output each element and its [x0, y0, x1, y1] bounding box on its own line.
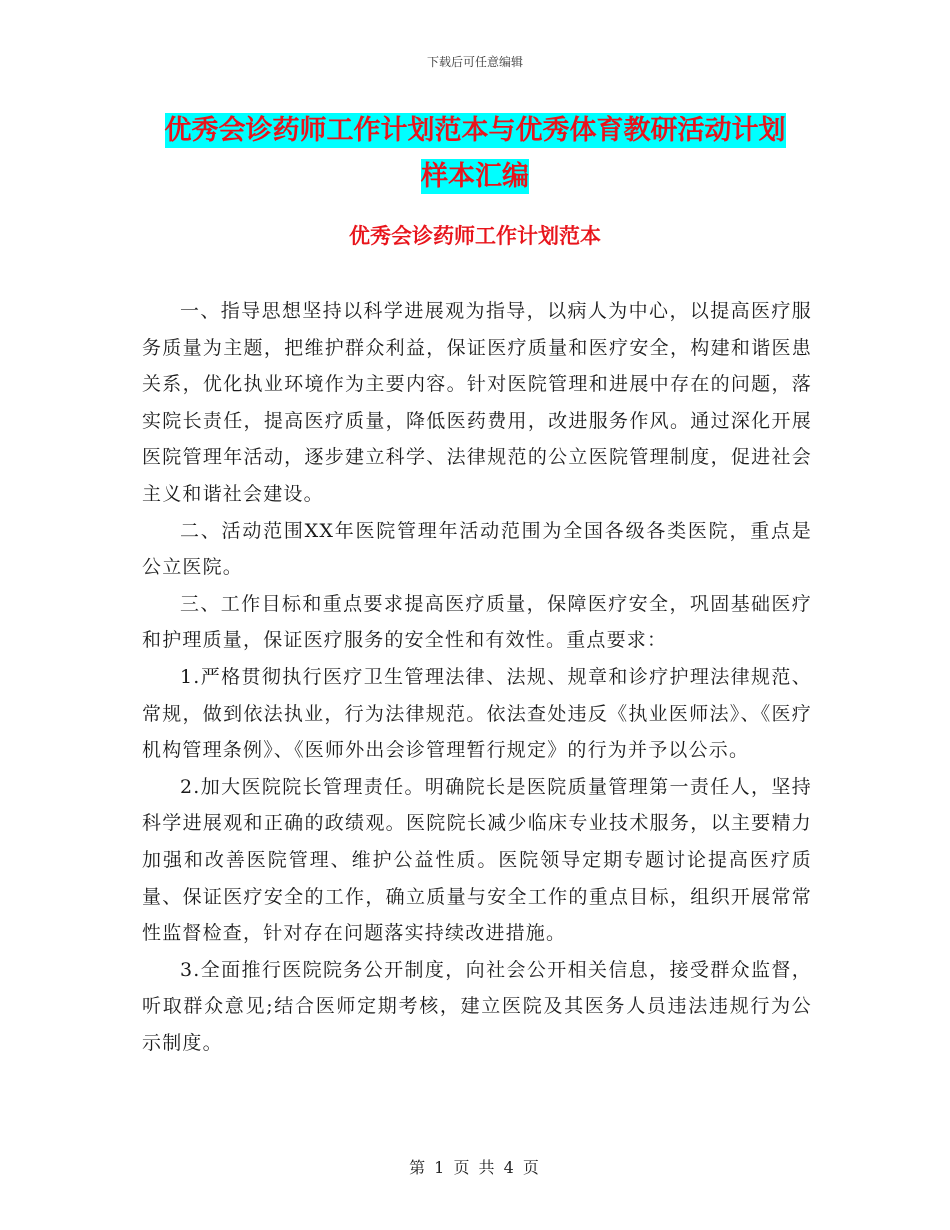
document-body [142, 293, 812, 1061]
paragraph-item-3: 3.全面推行医院院务公开制度，向社会公开相关信息，接受群众监督，听取群众意见;结合医师定期考核，建立医院及其医务人员违法违规行为公示制度。 [142, 958, 812, 1054]
paragraph-item-2: 2.加大医院院长管理责任。明确院长是医院质量管理第一责任人，坚持科学进展观和正确的政绩观。医院院长减少临床专业技术服务，以主要精力加强和改善医院管理、维护公益性质。医院领导定期专题讨论提高医疗质量、保证医疗安全的工作，确立质量与安全工作的重点目标，组织开展常常性监督检查，针对存在问题落实持续改进措施。 [142, 775, 812, 945]
section-title: 优秀会诊药师工作计划范本 [349, 224, 601, 248]
document-title-line2: 样本汇编 [421, 161, 529, 192]
document-title [140, 108, 810, 200]
header-note: 下载后可任意编辑 [426, 55, 523, 69]
paragraph-guiding-ideology: 一、指导思想坚持以科学进展观为指导，以病人为中心，以提高医疗服务质量为主题，把维护群众利益，保证医疗质量和医疗安全，构建和谐医患关系，优化执业环境作为主要内容。针对医院管理和进展中存在的问题，落实院长责任，提高医疗质量，降低医药费用，改进服务作风。通过深化开展医院管理年活动，逐步建立科学、法律规范的公立医院管理制度，促进社会主义和谐社会建设。 [142, 300, 812, 505]
page-number-footer: 第 1 页 共 4 页 [409, 1158, 541, 1177]
paragraph-work-goals: 三、工作目标和重点要求提高医疗质量，保障医疗安全，巩固基础医疗和护理质量，保证医疗服务的安全性和有效性。重点要求： [142, 592, 812, 652]
paragraph-activity-scope: 二、活动范围XX年医院管理年活动范围为全国各级各类医院，重点是公立医院。 [142, 519, 812, 579]
document-title-line1: 优秀会诊药师工作计划范本与优秀体育教研活动计划 [164, 115, 786, 146]
paragraph-item-1: 1.严格贯彻执行医疗卫生管理法律、法规、规章和诊疗护理法律规范、常规，做到依法执业，行为法律规范。依法查处违反《执业医师法》、《医疗机构管理条例》、《医师外出会诊管理暂行规定》的行为并予以公示。 [142, 665, 812, 762]
